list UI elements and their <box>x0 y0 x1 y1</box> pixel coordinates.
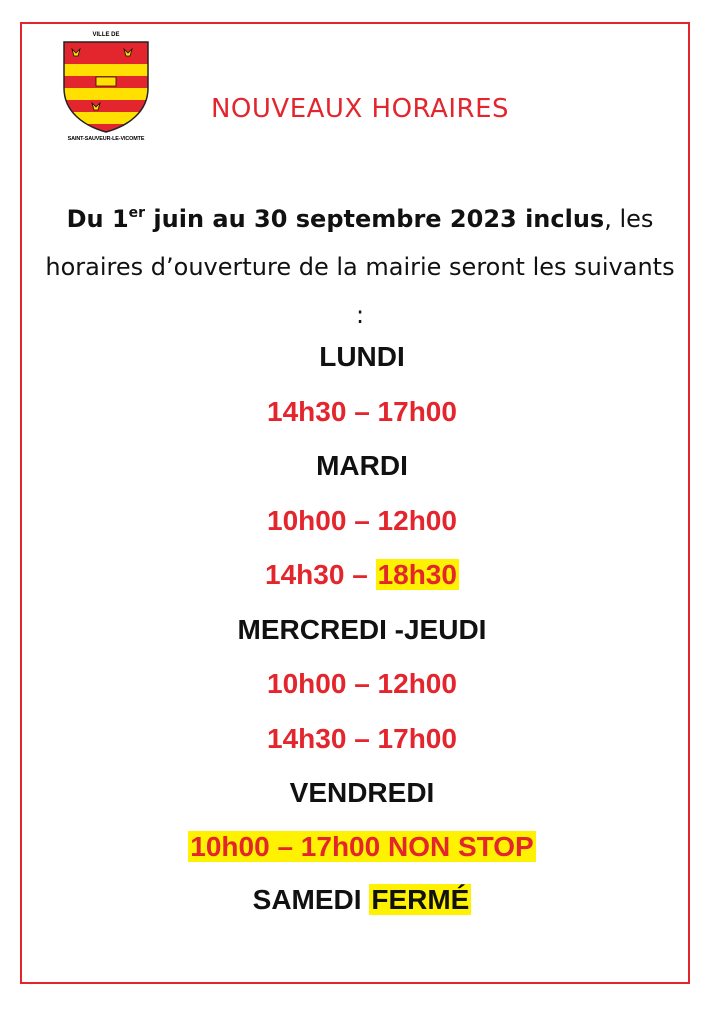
mercredi-jeudi-hours-1: 10h00 – 12h00 <box>267 668 457 699</box>
vendredi-hours-text: 10h00 – 17h00 NON STOP <box>190 831 534 862</box>
mardi-hours-2-end: 18h30 <box>377 559 457 590</box>
page-title: NOUVEAUX HORAIRES <box>210 94 510 124</box>
samedi-label: SAMEDI <box>252 884 370 915</box>
shield-icon <box>62 40 150 134</box>
intro-part1: Du 1 <box>66 205 129 233</box>
intro-part2: juin au 30 septembre 2023 inclus <box>145 205 605 233</box>
crest-top-text: VILLE DE <box>92 32 120 38</box>
day-vendredi: VENDREDI <box>289 777 435 808</box>
vendredi-hours <box>0 831 724 863</box>
mercredi-jeudi-hours-2: 14h30 – 17h00 <box>267 723 457 754</box>
mardi-hours-2-start: 14h30 – <box>265 559 376 590</box>
mardi-hours-1: 10h00 – 12h00 <box>267 505 457 536</box>
intro-sup: er <box>128 205 146 221</box>
crest-bottom-text: SAINT-SAUVEUR-LE-VICOMTE <box>67 136 145 142</box>
lundi-hours: 14h30 – 17h00 <box>267 396 457 427</box>
day-samedi <box>0 884 724 916</box>
day-lundi: LUNDI <box>319 341 405 372</box>
mardi-hours-2 <box>0 559 724 591</box>
intro-paragraph <box>40 195 680 339</box>
day-mardi: MARDI <box>316 450 408 481</box>
intro-part3: , les horaires d’ouverture de la mairie seront les suivants : <box>45 205 675 329</box>
day-mercredi-jeudi: MERCREDI -JEUDI <box>237 614 487 645</box>
coat-of-arms <box>58 32 154 144</box>
samedi-status: FERMÉ <box>371 884 470 915</box>
